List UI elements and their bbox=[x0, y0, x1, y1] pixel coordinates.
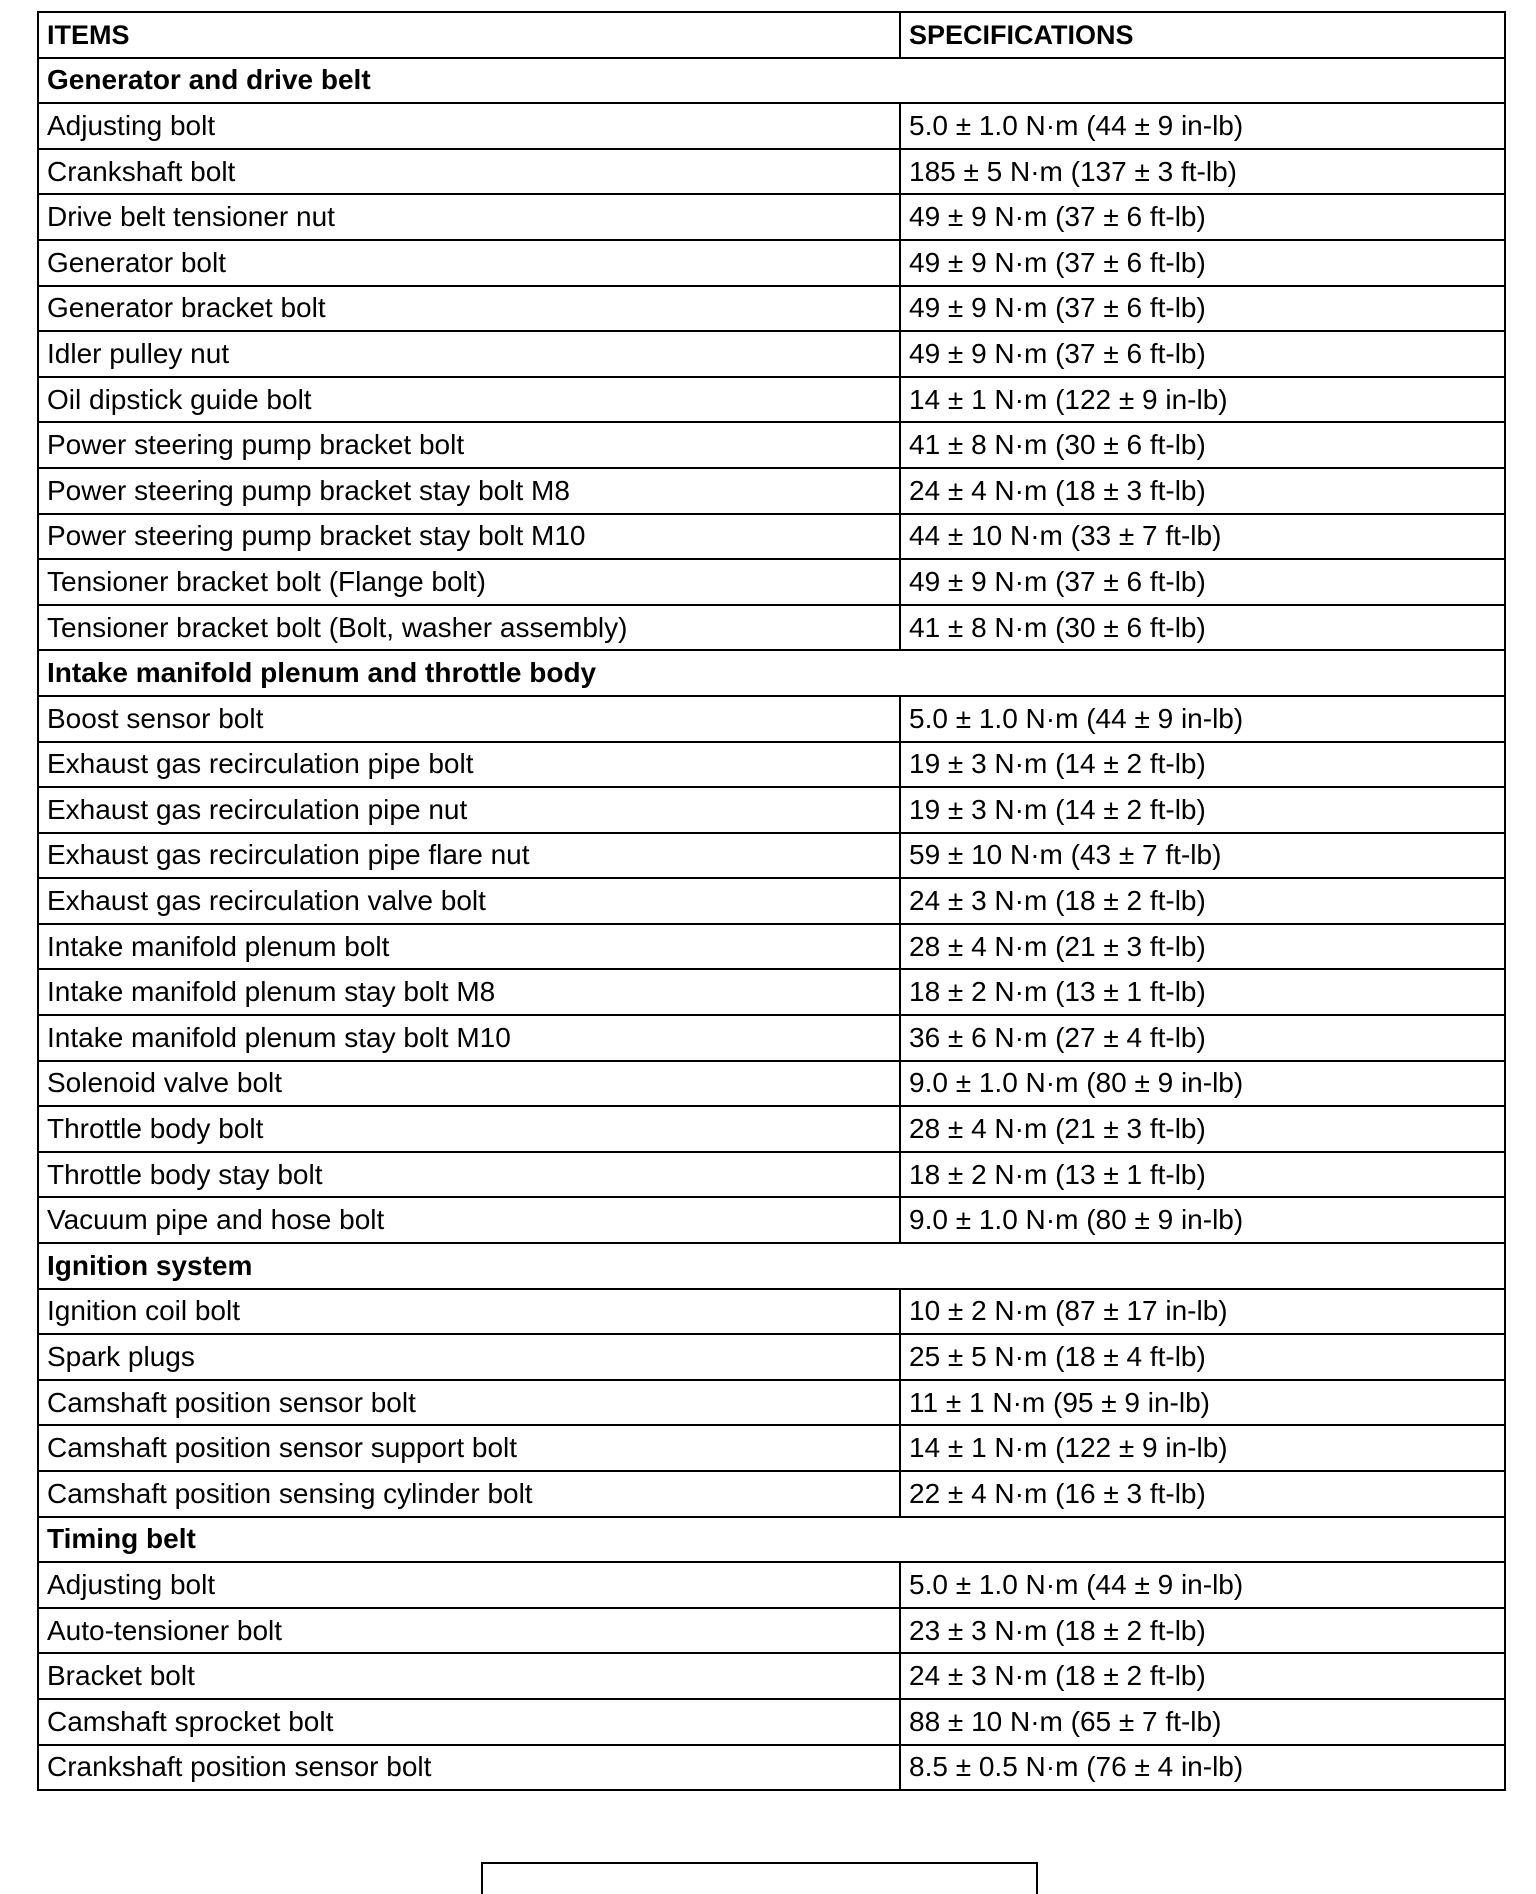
item-cell: Exhaust gas recirculation pipe bolt bbox=[38, 742, 900, 788]
item-cell: Tensioner bracket bolt (Bolt, washer assembly) bbox=[38, 605, 900, 651]
item-cell: Drive belt tensioner nut bbox=[38, 194, 900, 240]
item-cell: Generator bracket bolt bbox=[38, 286, 900, 332]
spec-cell: 19 ± 3 N·m (14 ± 2 ft-lb) bbox=[900, 742, 1505, 788]
item-cell: Adjusting bolt bbox=[38, 103, 900, 149]
item-cell: Intake manifold plenum stay bolt M10 bbox=[38, 1015, 900, 1061]
spec-cell: 24 ± 4 N·m (18 ± 3 ft-lb) bbox=[900, 468, 1505, 514]
table-row bbox=[38, 1334, 1505, 1380]
item-cell: Power steering pump bracket stay bolt M8 bbox=[38, 468, 900, 514]
table-row bbox=[38, 240, 1505, 286]
table-row bbox=[38, 286, 1505, 332]
torque-spec-table bbox=[37, 11, 1506, 1791]
spec-cell: 59 ± 10 N·m (43 ± 7 ft-lb) bbox=[900, 833, 1505, 879]
item-cell: Crankshaft bolt bbox=[38, 149, 900, 195]
section-title: Ignition system bbox=[38, 1243, 1505, 1289]
section-row bbox=[38, 1517, 1505, 1563]
table-row bbox=[38, 742, 1505, 788]
table-row bbox=[38, 1608, 1505, 1654]
item-cell: Camshaft sprocket bolt bbox=[38, 1699, 900, 1745]
item-cell: Intake manifold plenum bolt bbox=[38, 924, 900, 970]
spec-cell: 49 ± 9 N·m (37 ± 6 ft-lb) bbox=[900, 559, 1505, 605]
table-row bbox=[38, 1197, 1505, 1243]
item-cell: Camshaft position sensor support bolt bbox=[38, 1425, 900, 1471]
table-row bbox=[38, 331, 1505, 377]
spec-cell: 44 ± 10 N·m (33 ± 7 ft-lb) bbox=[900, 514, 1505, 560]
item-cell: Generator bolt bbox=[38, 240, 900, 286]
section-title: Generator and drive belt bbox=[38, 58, 1505, 104]
item-cell: Camshaft position sensing cylinder bolt bbox=[38, 1471, 900, 1517]
section-title: Timing belt bbox=[38, 1517, 1505, 1563]
item-cell: Boost sensor bolt bbox=[38, 696, 900, 742]
spec-cell: 28 ± 4 N·m (21 ± 3 ft-lb) bbox=[900, 1106, 1505, 1152]
spec-cell: 49 ± 9 N·m (37 ± 6 ft-lb) bbox=[900, 286, 1505, 332]
spec-cell: 8.5 ± 0.5 N·m (76 ± 4 in-lb) bbox=[900, 1745, 1505, 1791]
spec-cell: 9.0 ± 1.0 N·m (80 ± 9 in-lb) bbox=[900, 1061, 1505, 1107]
section-title: Intake manifold plenum and throttle body bbox=[38, 650, 1505, 696]
table-row bbox=[38, 422, 1505, 468]
spec-cell: 49 ± 9 N·m (37 ± 6 ft-lb) bbox=[900, 331, 1505, 377]
spec-cell: 41 ± 8 N·m (30 ± 6 ft-lb) bbox=[900, 422, 1505, 468]
spec-cell: 24 ± 3 N·m (18 ± 2 ft-lb) bbox=[900, 1653, 1505, 1699]
table-body bbox=[38, 58, 1505, 1791]
item-cell: Spark plugs bbox=[38, 1334, 900, 1380]
section-row bbox=[38, 58, 1505, 104]
specifications-header: SPECIFICATIONS bbox=[900, 12, 1505, 58]
spec-cell: 18 ± 2 N·m (13 ± 1 ft-lb) bbox=[900, 969, 1505, 1015]
footer-box bbox=[481, 1862, 1038, 1894]
spec-cell: 49 ± 9 N·m (37 ± 6 ft-lb) bbox=[900, 240, 1505, 286]
table-row bbox=[38, 149, 1505, 195]
item-cell: Oil dipstick guide bolt bbox=[38, 377, 900, 423]
spec-cell: 23 ± 3 N·m (18 ± 2 ft-lb) bbox=[900, 1608, 1505, 1654]
item-cell: Tensioner bracket bolt (Flange bolt) bbox=[38, 559, 900, 605]
spec-cell: 19 ± 3 N·m (14 ± 2 ft-lb) bbox=[900, 787, 1505, 833]
spec-cell: 24 ± 3 N·m (18 ± 2 ft-lb) bbox=[900, 878, 1505, 924]
section-row bbox=[38, 650, 1505, 696]
table-row bbox=[38, 878, 1505, 924]
spec-cell: 14 ± 1 N·m (122 ± 9 in-lb) bbox=[900, 377, 1505, 423]
spec-cell: 5.0 ± 1.0 N·m (44 ± 9 in-lb) bbox=[900, 103, 1505, 149]
item-cell: Solenoid valve bolt bbox=[38, 1061, 900, 1107]
item-cell: Intake manifold plenum stay bolt M8 bbox=[38, 969, 900, 1015]
spec-cell: 10 ± 2 N·m (87 ± 17 in-lb) bbox=[900, 1289, 1505, 1335]
item-cell: Throttle body stay bolt bbox=[38, 1152, 900, 1198]
section-row bbox=[38, 1243, 1505, 1289]
table-row bbox=[38, 1289, 1505, 1335]
table-row bbox=[38, 1380, 1505, 1426]
table-row bbox=[38, 194, 1505, 240]
table-row bbox=[38, 969, 1505, 1015]
table-row bbox=[38, 103, 1505, 149]
table-row bbox=[38, 787, 1505, 833]
item-cell: Exhaust gas recirculation valve bolt bbox=[38, 878, 900, 924]
spec-cell: 14 ± 1 N·m (122 ± 9 in-lb) bbox=[900, 1425, 1505, 1471]
spec-cell: 18 ± 2 N·m (13 ± 1 ft-lb) bbox=[900, 1152, 1505, 1198]
spec-cell: 9.0 ± 1.0 N·m (80 ± 9 in-lb) bbox=[900, 1197, 1505, 1243]
item-cell: Adjusting bolt bbox=[38, 1562, 900, 1608]
item-cell: Crankshaft position sensor bolt bbox=[38, 1745, 900, 1791]
item-cell: Exhaust gas recirculation pipe flare nut bbox=[38, 833, 900, 879]
item-cell: Power steering pump bracket bolt bbox=[38, 422, 900, 468]
item-cell: Idler pulley nut bbox=[38, 331, 900, 377]
spec-cell: 49 ± 9 N·m (37 ± 6 ft-lb) bbox=[900, 194, 1505, 240]
spec-cell: 5.0 ± 1.0 N·m (44 ± 9 in-lb) bbox=[900, 1562, 1505, 1608]
items-header: ITEMS bbox=[38, 12, 900, 58]
table-row bbox=[38, 1562, 1505, 1608]
table-row bbox=[38, 1106, 1505, 1152]
header-row bbox=[38, 12, 1505, 58]
table-row bbox=[38, 1425, 1505, 1471]
table-row bbox=[38, 514, 1505, 560]
table-row bbox=[38, 1471, 1505, 1517]
table-row bbox=[38, 1653, 1505, 1699]
spec-cell: 5.0 ± 1.0 N·m (44 ± 9 in-lb) bbox=[900, 696, 1505, 742]
table-row bbox=[38, 1015, 1505, 1061]
spec-cell: 88 ± 10 N·m (65 ± 7 ft-lb) bbox=[900, 1699, 1505, 1745]
table-row bbox=[38, 377, 1505, 423]
item-cell: Throttle body bolt bbox=[38, 1106, 900, 1152]
spec-cell: 28 ± 4 N·m (21 ± 3 ft-lb) bbox=[900, 924, 1505, 970]
table-row bbox=[38, 696, 1505, 742]
item-cell: Bracket bolt bbox=[38, 1653, 900, 1699]
item-cell: Power steering pump bracket stay bolt M10 bbox=[38, 514, 900, 560]
spec-cell: 22 ± 4 N·m (16 ± 3 ft-lb) bbox=[900, 1471, 1505, 1517]
table-row bbox=[38, 559, 1505, 605]
item-cell: Vacuum pipe and hose bolt bbox=[38, 1197, 900, 1243]
item-cell: Ignition coil bolt bbox=[38, 1289, 900, 1335]
item-cell: Camshaft position sensor bolt bbox=[38, 1380, 900, 1426]
spec-cell: 25 ± 5 N·m (18 ± 4 ft-lb) bbox=[900, 1334, 1505, 1380]
table-row bbox=[38, 1152, 1505, 1198]
spec-cell: 41 ± 8 N·m (30 ± 6 ft-lb) bbox=[900, 605, 1505, 651]
table-row bbox=[38, 1745, 1505, 1791]
spec-cell: 11 ± 1 N·m (95 ± 9 in-lb) bbox=[900, 1380, 1505, 1426]
spec-cell: 185 ± 5 N·m (137 ± 3 ft-lb) bbox=[900, 149, 1505, 195]
table-row bbox=[38, 1061, 1505, 1107]
table-row bbox=[38, 468, 1505, 514]
item-cell: Auto-tensioner bolt bbox=[38, 1608, 900, 1654]
table-row bbox=[38, 924, 1505, 970]
spec-cell: 36 ± 6 N·m (27 ± 4 ft-lb) bbox=[900, 1015, 1505, 1061]
item-cell: Exhaust gas recirculation pipe nut bbox=[38, 787, 900, 833]
table-row bbox=[38, 605, 1505, 651]
table-row bbox=[38, 833, 1505, 879]
table-row bbox=[38, 1699, 1505, 1745]
